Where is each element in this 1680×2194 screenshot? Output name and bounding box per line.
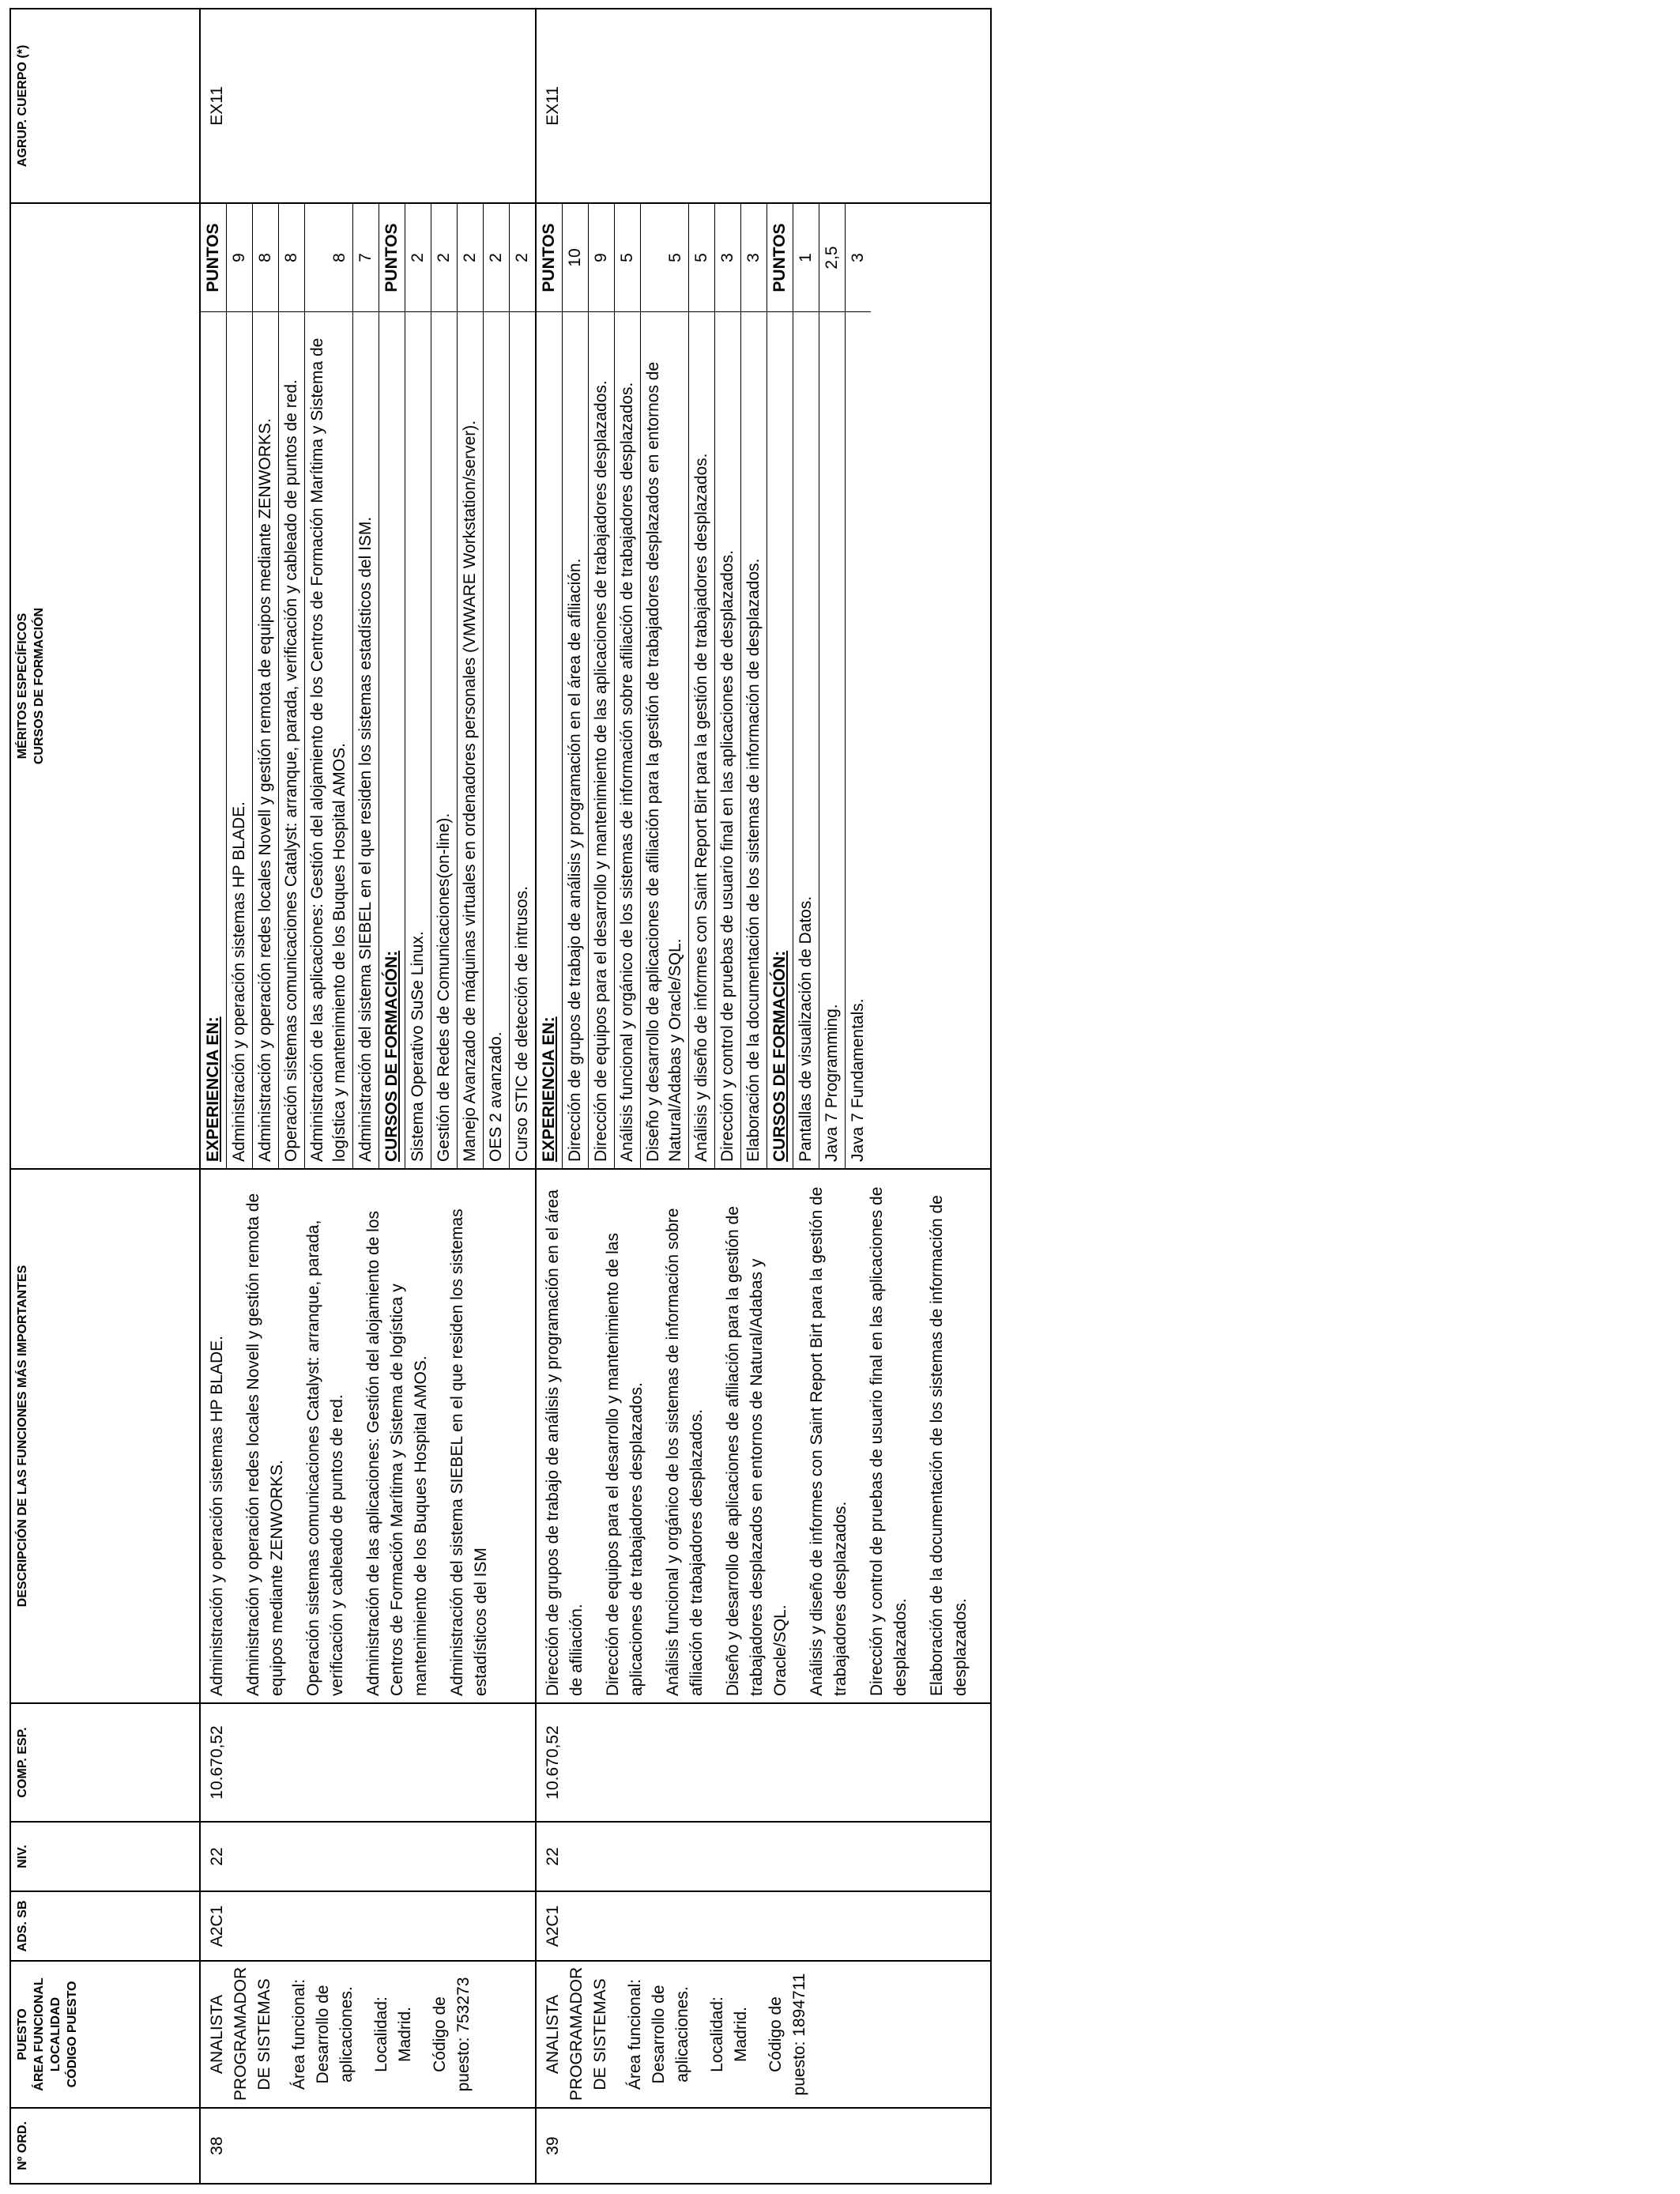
experiencia-item [715, 204, 741, 1168]
experiencia-item-points: 3 [715, 204, 741, 312]
agrup-cuerpo-value: EX11 [536, 9, 991, 203]
curso-item-text: Java 7 Fundamentals. [846, 312, 872, 1169]
curso-item [510, 204, 536, 1168]
funcion-item: Operación sistemas comunicaciones Catalyst: arranque, parada, verificación y cableado de puntos de red. [304, 1220, 346, 1696]
experiencia-item-points: 8 [305, 204, 353, 312]
header-niv: NIV. [10, 1822, 200, 1891]
experiencia-header-pts-label: PUNTOS [537, 204, 563, 312]
curso-item [405, 204, 431, 1168]
curso-item [431, 204, 458, 1168]
experiencia-item-points: 5 [615, 204, 641, 312]
experiencia-item-text: Análisis funcional y orgánico de los sistemas de información sobre afiliación de trabajadores desplazados. [615, 312, 641, 1169]
curso-item-text: OES 2 avanzado. [484, 312, 510, 1169]
curso-item-text: Pantallas de visualización de Datos. [793, 312, 819, 1169]
puesto-line: Localidad: Madrid. [372, 1996, 414, 2072]
experiencia-item [641, 204, 689, 1168]
experiencia-item [305, 204, 353, 1168]
experiencia-item-text: Elaboración de la documentación de los sistemas de información de desplazados. [741, 312, 767, 1169]
header-puesto-line: ÁREA FUNCIONAL [32, 1977, 46, 2091]
experiencia-item [253, 204, 279, 1168]
puesto-line: Área funcional: Desarrollo de aplicaciones. [626, 1978, 691, 2090]
curso-item [819, 204, 846, 1168]
funcion-item: Diseño y desarrollo de aplicaciones de afiliación para la gestión de trabajadores desplazados en entornos de Natural/Adabas y Oracle/SQL. [724, 1206, 789, 1696]
puesto-line: Localidad: Madrid. [708, 1996, 750, 2072]
experiencia-header [537, 204, 563, 1168]
header-meritos-line: CURSOS DE FORMACIÓN [32, 607, 46, 765]
agrup-cuerpo-value: EX11 [200, 9, 536, 203]
cursos-header [767, 204, 793, 1168]
experiencia-item-points: 9 [589, 204, 615, 312]
curso-item [484, 204, 510, 1168]
meritos-cell [536, 203, 991, 1169]
curso-item-text: Sistema Operativo SuSe Linux. [405, 312, 431, 1169]
puesto-line: Código de puesto: 1894711 [767, 1973, 808, 2096]
cursos-header [379, 204, 405, 1168]
experiencia-item-text: Operación sistemas comunicaciones Catalyst: arranque, parada, verificación y cableado de puntos de red. [279, 312, 305, 1169]
header-agrup: AGRUP. CUERPO (*) [10, 9, 200, 203]
header-puesto-line: LOCALIDAD [49, 1996, 62, 2072]
curso-item-points: 2 [458, 204, 484, 312]
nivel-value: 22 [536, 1822, 991, 1891]
puesto-line: Área funcional: Desarrollo de aplicaciones. [290, 1978, 356, 2090]
row-number: 39 [536, 2108, 991, 2184]
funcion-item: Análisis funcional y orgánico de los sistemas de información sobre afiliación de trabajadores desplazados. [664, 1208, 706, 1696]
experiencia-item [689, 204, 715, 1168]
puesto-cell [536, 1961, 991, 2108]
funciones-cell [536, 1169, 991, 1703]
curso-item [793, 204, 819, 1168]
experiencia-item-points: 8 [253, 204, 279, 312]
curso-item-text: Manejo Avanzado de máquinas virtuales en ordenadores personales (VMWARE Workstation/server). [458, 312, 484, 1169]
curso-item-points: 2,5 [819, 204, 846, 312]
nivel-value: 22 [200, 1822, 536, 1891]
experiencia-item-points: 8 [279, 204, 305, 312]
experiencia-item-text: Administración y operación sistemas HP BLADE. [227, 312, 253, 1169]
experiencia-item-points: 3 [741, 204, 767, 312]
experiencia-item-text: Análisis y diseño de informes con Saint Report Birt para la gestión de trabajadores desplazados. [689, 312, 715, 1169]
funcion-item: Dirección de grupos de trabajo de análisis y programación en el área de afiliación. [544, 1189, 586, 1696]
experiencia-item-text: Administración de las aplicaciones: Gestión del alojamiento de los Centros de Formación Marítima y Sistema de logística y mantenimiento de los Buques Hospital AMOS. [305, 312, 353, 1169]
curso-item [846, 204, 872, 1168]
experiencia-item-points: 7 [353, 204, 379, 312]
table-header [10, 9, 200, 2184]
experiencia-item-text: Diseño y desarrollo de aplicaciones de afiliación para la gestión de trabajadores desplazados en entornos de Natural/Adabas y Oracle/SQL. [641, 312, 689, 1169]
curso-item-points: 2 [484, 204, 510, 312]
curso-item-points: 2 [510, 204, 536, 312]
experiencia-item-points: 9 [227, 204, 253, 312]
curso-item-points: 3 [846, 204, 872, 312]
curso-item-text: Java 7 Programming. [819, 312, 846, 1169]
puesto-line: ANALISTA PROGRAMADOR DE SISTEMAS [208, 1966, 273, 2101]
table-row [536, 9, 991, 2184]
funcion-item: Análisis y diseño de informes con Saint Report Birt para la gestión de trabajadores desplazados. [808, 1186, 849, 1696]
header-puesto-line: CÓDIGO PUESTO [66, 1981, 79, 2088]
meritos-table [537, 204, 871, 1168]
experiencia-header-pts-label: PUNTOS [201, 204, 227, 312]
funcion-item: Elaboración de la documentación de los sistemas de información de desplazados. [928, 1195, 970, 1696]
header-meritos-line: MÉRITOS ESPECÍFICOS [16, 613, 29, 760]
experiencia-item-text: Dirección y control de pruebas de usuario final en las aplicaciones de desplazados. [715, 312, 741, 1169]
funcion-item: Administración y operación sistemas HP BLADE. [208, 1336, 226, 1696]
experiencia-item-points: 10 [563, 204, 589, 312]
ads-sb-value: A2C1 [200, 1891, 536, 1961]
puesto-line: Código de puesto: 753273 [431, 1977, 473, 2092]
funcion-item: Administración de las aplicaciones: Gestión del alojamiento de los Centros de Formación Marítima y Sistema de logística y mantenimiento de los Buques Hospital AMOS. [364, 1210, 430, 1696]
ads-sb-value: A2C1 [536, 1891, 991, 1961]
header-n-ord: Nº ORD. [10, 2108, 200, 2184]
funcion-item: Dirección de equipos para el desarrollo y mantenimiento de las aplicaciones de trabajadores desplazados. [604, 1233, 646, 1696]
funcion-item: Administración y operación redes locales Novell y gestión remota de equipos mediante ZENWORKS. [244, 1193, 286, 1696]
curso-item [458, 204, 484, 1168]
experiencia-header-title: EXPERIENCIA EN: [201, 312, 227, 1169]
header-puesto [10, 1961, 200, 2108]
experiencia-item [279, 204, 305, 1168]
curso-item-points: 2 [405, 204, 431, 312]
experiencia-item-points: 5 [689, 204, 715, 312]
experiencia-item [589, 204, 615, 1168]
funcion-item: Dirección y control de pruebas de usuario final en las aplicaciones de desplazados. [868, 1186, 910, 1696]
header-puesto-line: PUESTO [16, 2008, 29, 2060]
experiencia-header-title: EXPERIENCIA EN: [537, 312, 563, 1169]
experiencia-item [615, 204, 641, 1168]
meritos-cell [200, 203, 536, 1169]
header-descripcion: DESCRIPCIÓN DE LAS FUNCIONES MÁS IMPORTANTES [10, 1169, 200, 1703]
row-number: 38 [200, 2108, 536, 2184]
curso-item-points: 2 [431, 204, 458, 312]
funciones-cell [200, 1169, 536, 1703]
cursos-header-title: CURSOS DE FORMACIÓN: [767, 312, 793, 1169]
experiencia-item [353, 204, 379, 1168]
header-comp-esp: COMP. ESP. [10, 1703, 200, 1822]
experiencia-item-text: Administración del sistema SIEBEL en el que residen los sistemas estadísticos del ISM. [353, 312, 379, 1169]
curso-item-text: Gestión de Redes de Comunicaciones(on-line). [431, 312, 458, 1169]
experiencia-header [201, 204, 227, 1168]
positions-table [9, 8, 992, 2185]
experiencia-item [741, 204, 767, 1168]
comp-esp-value: 10.670,52 [536, 1703, 991, 1822]
funcion-item: Administración del sistema SIEBEL en el que residen los sistemas estadísticos del ISM [448, 1208, 490, 1696]
experiencia-item-text: Administración y operación redes locales Novell y gestión remota de equipos mediante ZENWORKS. [253, 312, 279, 1169]
meritos-table [201, 204, 535, 1168]
curso-item-points: 1 [793, 204, 819, 312]
experiencia-item-text: Dirección de equipos para el desarrollo y mantenimiento de las aplicaciones de trabajadores desplazados. [589, 312, 615, 1169]
header-ads-sb: ADS. SB [10, 1891, 200, 1961]
comp-esp-value: 10.670,52 [200, 1703, 536, 1822]
experiencia-item [227, 204, 253, 1168]
experiencia-item [563, 204, 589, 1168]
table-row [200, 9, 536, 2184]
experiencia-item-points: 5 [641, 204, 689, 312]
header-meritos [10, 203, 200, 1169]
puesto-cell [200, 1961, 536, 2108]
curso-item-text: Curso STIC de detección de intrusos. [510, 312, 536, 1169]
cursos-header-title: CURSOS DE FORMACIÓN: [379, 312, 405, 1169]
puesto-line: ANALISTA PROGRAMADOR DE SISTEMAS [544, 1966, 609, 2101]
cursos-header-pts-label: PUNTOS [767, 204, 793, 312]
experiencia-item-text: Dirección de grupos de trabajo de análisis y programación en el área de afiliación. [563, 312, 589, 1169]
table-body [200, 9, 991, 2184]
cursos-header-pts-label: PUNTOS [379, 204, 405, 312]
